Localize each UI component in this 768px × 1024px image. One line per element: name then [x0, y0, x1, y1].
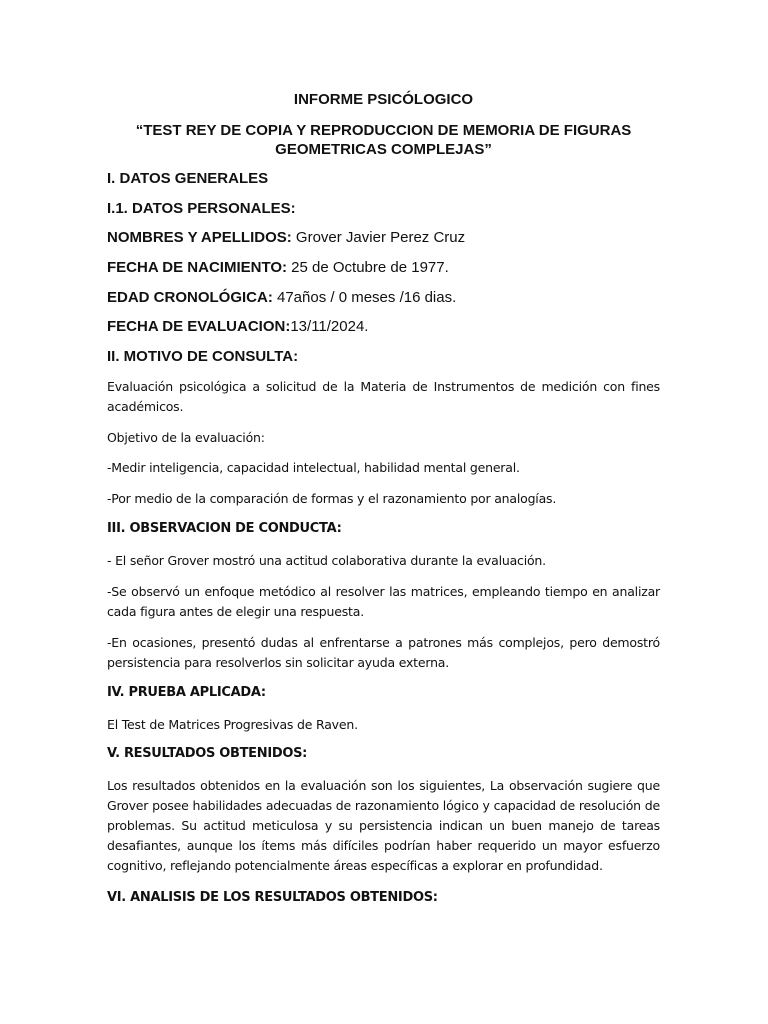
motivo-paragraph-1: Evaluación psicológica a solicitud de la Materia de Instrumentos de medición con fines académicos. — [107, 379, 660, 414]
field-value: 25 de Octubre de 1977. — [287, 259, 449, 276]
motivo-paragraph-4: -Por medio de la comparación de formas y el razonamiento por analogías. — [107, 491, 557, 506]
section-heading-1: I. DATOS GENERALES — [107, 170, 269, 187]
report-title: INFORME PSICÓLOGICO — [293, 91, 474, 108]
field-eval-date — [107, 318, 368, 335]
field-label: FECHA DE EVALUACION: — [107, 318, 291, 335]
motivo-paragraph-3: -Medir inteligencia, capacidad intelectual, habilidad mental general. — [107, 460, 520, 475]
section-heading-6: VI. ANALISIS DE LOS RESULTADOS OBTENIDOS: — [107, 890, 438, 905]
observation-paragraph-3: -En ocasiones, presentó dudas al enfrentarse a patrones más complejos, pero demostró persistencia para resolverlos sin solicitar ayuda externa. — [107, 635, 660, 670]
motivo-paragraph-2: Objetivo de la evaluación: — [107, 430, 265, 445]
observation-paragraph-2: -Se observó un enfoque metódico al resolver las matrices, empleando tiempo en analizar cada figura antes de elegir una respuesta. — [107, 584, 660, 619]
section-heading-1-1: I.1. DATOS PERSONALES: — [107, 200, 296, 217]
field-value: 13/11/2024. — [290, 318, 369, 335]
observation-paragraph-1: - El señor Grover mostró una actitud colaborativa durante la evaluación. — [107, 553, 546, 568]
field-name — [107, 229, 465, 246]
resultados-paragraph: Los resultados obtenidos en la evaluación son los siguientes, La observación sugiere que Grover posee habilidades adecuadas de razonamiento lógico y capacidad de resolución de problemas. Su actitud meticulosa y su persistencia indican un buen manejo de tareas desafiantes, aunque los ítems más difíciles podrían haber requerido un mayor esfuerzo cognitivo, reflejando potencialmente áreas específicas a explorar en profundidad. — [107, 778, 660, 873]
section-heading-5: V. RESULTADOS OBTENIDOS: — [107, 746, 308, 761]
field-value: 47años / 0 meses /16 dias. — [272, 289, 457, 306]
field-birth-date — [107, 259, 449, 276]
section-heading-4: IV. PRUEBA APLICADA: — [107, 685, 266, 700]
prueba-paragraph: El Test de Matrices Progresivas de Raven. — [107, 717, 358, 732]
field-value: Grover Javier Perez Cruz — [291, 229, 466, 246]
field-label: NOMBRES Y APELLIDOS: — [107, 229, 292, 246]
field-label: FECHA DE NACIMIENTO: — [107, 259, 287, 276]
field-age — [107, 289, 456, 306]
report-subtitle: “TEST REY DE COPIA Y REPRODUCCION DE MEMORIA DE FIGURAS GEOMETRICAS COMPLEJAS” — [135, 122, 632, 158]
section-heading-3: III. OBSERVACION DE CONDUCTA: — [107, 521, 342, 536]
field-label: EDAD CRONOLÓGICA: — [107, 289, 273, 306]
section-heading-2: II. MOTIVO DE CONSULTA: — [107, 348, 299, 365]
